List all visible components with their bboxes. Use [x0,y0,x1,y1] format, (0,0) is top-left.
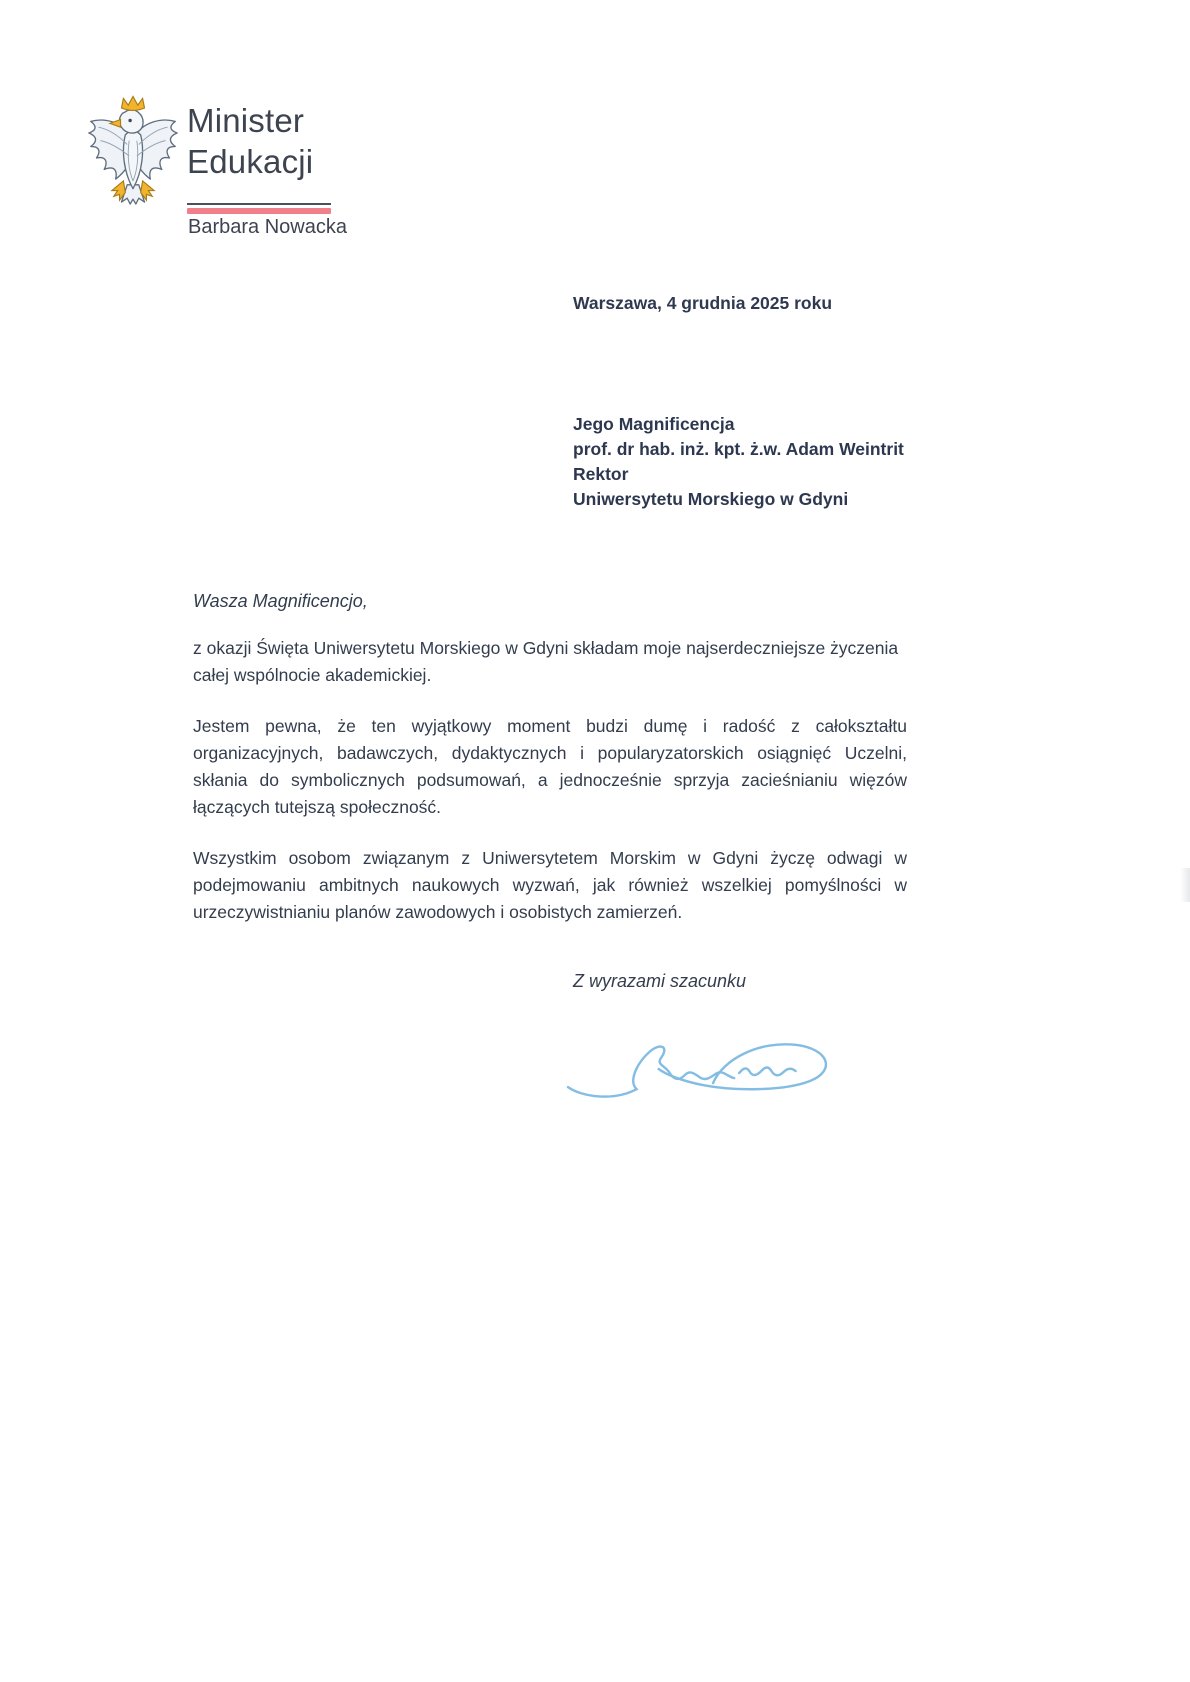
recipient-line: Jego Magnificencja [573,414,735,434]
recipient-line: prof. dr hab. inż. kpt. ż.w. Adam Weintrit [573,439,904,459]
polish-eagle-icon [85,95,181,217]
paragraph: Jestem pewna, że ten wyjątkowy moment budzi dumę i radość z całokształtu organizacyjnych, badawczych, dydaktycznych i popularyzatorskich osiągnięć Uczelni, skłania do symbolicznych podsumowań, a jednocześnie sprzyja zacieśnianiu więzów łączących tutejszą społeczność. [193,716,907,817]
paragraph: Wszystkim osobom związanym z Uniwersytetem Morskim w Gdyni życzę odwagi w podejmowaniu ambitnych naukowych wyzwań, jak również wszelkiej pomyślności w urzeczywistnianiu planów zawodowych i osobistych zamierzeń. [193,848,907,922]
accent-line [187,208,331,214]
recipient-line: Rektor [573,464,629,484]
ministry-title [187,100,313,182]
salutation: Wasza Magnificencjo, [193,591,368,611]
divider-dark-line [187,203,331,205]
signature-path [739,1067,795,1075]
recipient-line: Uniwersytetu Morskiego w Gdyni [573,489,849,509]
sender-name: Barbara Nowacka [188,216,347,238]
ministry-title-line2: Edukacji [187,143,314,180]
closing-phrase: Z wyrazami szacunku [573,971,747,991]
paragraph: z okazji Święta Uniwersytetu Morskiego w Gdyni składam moje najserdeczniejsze życzenia całej wspólnocie akademickiej. [193,638,899,685]
ministry-title-line1: Minister [187,102,305,139]
letterhead-divider [187,203,331,214]
signature-path [659,1044,826,1089]
handwritten-signature-icon [562,1022,854,1114]
scan-artifact [1180,868,1190,902]
letter-body [193,635,907,950]
recipient-block [573,412,904,512]
signature-path [568,1047,734,1097]
dateline: Warszawa, 4 grudnia 2025 roku [573,293,833,313]
